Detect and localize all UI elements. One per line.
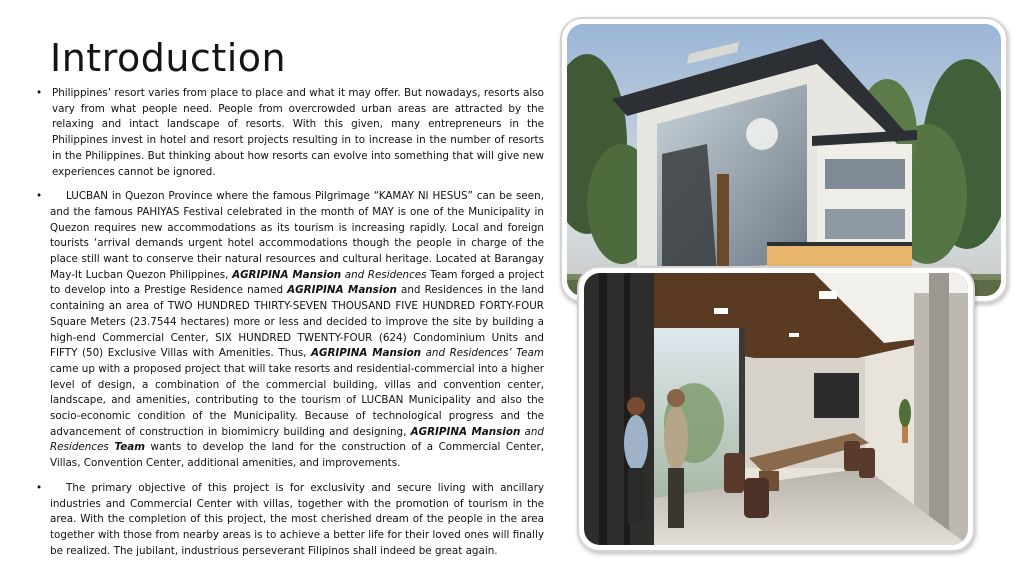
brand-name: AGRIPINA Mansion xyxy=(287,284,397,297)
paragraph-2-text-h: Team xyxy=(108,441,146,454)
paragraph-3-text: The primary objective of this project is for exclusivity and secure living with ancillary industries and Commercial Center with villas, together with the promotion of tourism in the area. With the completion of this project, the most cherished dream of the people in the area together with those from nearby areas is to achieve a better life for their loved ones will finally be realized. The jubilant, industrious perseverant Filipinos shall indeed be great again. xyxy=(50,481,544,557)
paragraph-3 xyxy=(36,481,544,560)
paragraph-2 xyxy=(36,189,545,472)
conference-room-illustration xyxy=(584,273,968,545)
building-exterior-image xyxy=(560,17,1008,303)
paragraph-2-text-b: and Residences xyxy=(341,268,427,281)
brand-name: AGRIPINA Mansion xyxy=(410,425,521,438)
brand-name: AGRIPINA Mansion xyxy=(310,347,422,360)
paragraph-2-text-f: came up with a proposed project that will take resorts and residential-commercial into a higher level of design, a combination of the commercial building, villas and convention center, landscape, and amenities, contributing to the tourism of LUCBAN Municipality and also the socio-economic condition of the Municipality. Because of technological progress and the advancement of construction in biomimicry building and designing, xyxy=(50,362,544,438)
paragraph-2-text-i: wants to develop the land for the construction of a Commercial Center, Villas, Convention Center, additional amenities, and improvements. xyxy=(50,441,544,470)
paragraph-2-text-g: and Residences xyxy=(50,425,544,454)
bullet-icon: • xyxy=(36,87,43,99)
bullet-icon: • xyxy=(36,190,43,203)
slide-title: Introduction xyxy=(50,36,287,80)
paragraph-2-text-d: and Residences in the land containing an area of TWO HUNDRED THIRTY-SEVEN THOUSAND FIVE HUNDRED FORTY-FOUR Square Meters (23.7544 hectares) more or less and decided to improve the site by building a high-end Commercial Center, SIX HUNDRED TWENTY-FOUR (624) Condominium Units and FIFTY (50) Exclusive Villas with Amenities. Thus, xyxy=(50,284,545,360)
paragraph-1-text: Philippines’ resort varies from place to place and what it may offer. But nowadays, resorts also vary from what people need. People from overcrowded urban areas are attracted by the relaxing and intact landscape of resorts. With this given, many entrepreneurs in the Philippines invest in hotel and resort projects resulting in to increase in the number of resorts in the Philippines. But thinking about how resorts can evolve into something that will give new experiences cannot be ignored. xyxy=(52,87,544,178)
paragraph-1 xyxy=(36,86,544,180)
building-exterior-illustration xyxy=(567,24,1001,296)
paragraph-2-text-e: and Residences’ Team xyxy=(421,347,544,360)
paragraph-2-text-c: Team forged a project to develop into a Prestige Residence named xyxy=(50,268,544,297)
paragraph-2-text-a: LUCBAN in Quezon Province where the famous Pilgrimage “KAMAY NI HESUS” can be seen, and the famous PAHIYAS Festival celebrated in the month of MAY is one of the Municipality in Quezon requires new accommodations as its tourism is increasing rapidly. Local and foreign tourists ‘arrival demands urgent hotel accommodations though the people in charge of the place still want to conserve their natural resources and cultural heritage. Located at Barangay May-It Lucban Quezon Philippines, xyxy=(50,190,544,281)
brand-name: AGRIPINA Mansion xyxy=(232,268,342,281)
body-text xyxy=(36,86,544,568)
conference-room-image xyxy=(577,266,975,552)
bullet-icon: • xyxy=(36,481,43,494)
